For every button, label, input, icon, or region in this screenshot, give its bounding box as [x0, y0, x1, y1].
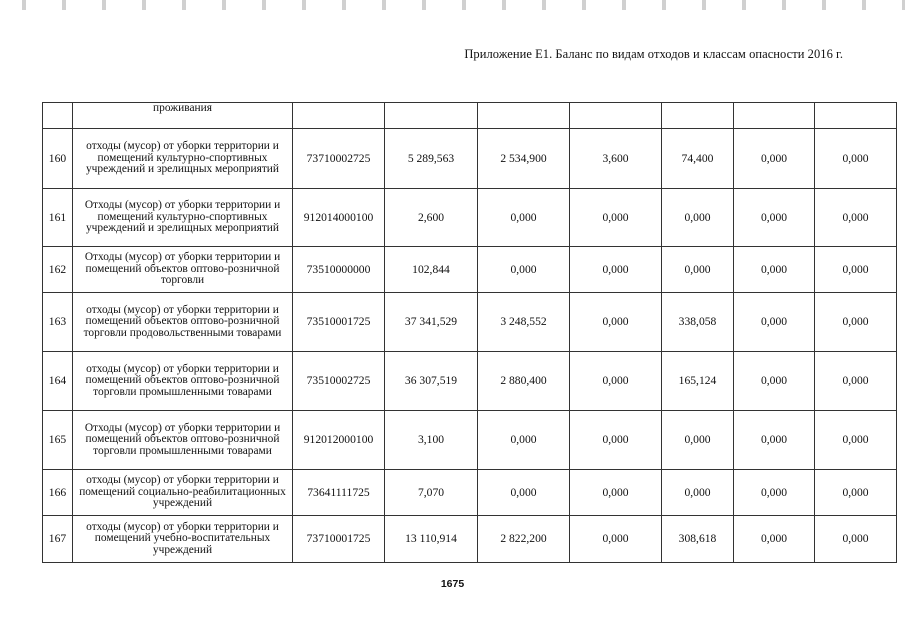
quantity-col2-cell: 0,000	[478, 189, 570, 247]
table-row	[43, 293, 897, 352]
quantity-col3-cell: 0,000	[570, 516, 662, 563]
quantity-col6-cell: 0,000	[815, 189, 897, 247]
value-cell	[478, 103, 570, 129]
row-number-cell: 161	[43, 189, 73, 247]
quantity-col5-cell: 0,000	[734, 189, 815, 247]
waste-description-cell: отходы (мусор) от уборки территории и помещений социально-реабилитационных учреждений	[73, 470, 293, 516]
waste-description-cell: отходы (мусор) от уборки территории и помещений культурно-спортивных учреждений и зрелищных мероприятий	[73, 129, 293, 189]
page-title: Приложение Е1. Баланс по видам отходов и классам опасности 2016 г.	[464, 47, 843, 61]
row-number-cell	[43, 103, 73, 129]
quantity-col3-cell: 3,600	[570, 129, 662, 189]
quantity-col1-cell: 7,070	[385, 470, 478, 516]
page-number: 1675	[440, 578, 465, 590]
row-number-cell: 160	[43, 129, 73, 189]
quantity-col6-cell: 0,000	[815, 411, 897, 470]
quantity-col2-cell: 3 248,552	[478, 293, 570, 352]
quantity-col1-cell: 36 307,519	[385, 352, 478, 411]
quantity-col4-cell: 0,000	[662, 411, 734, 470]
quantity-col6-cell: 0,000	[815, 470, 897, 516]
quantity-col3-cell: 0,000	[570, 293, 662, 352]
quantity-col6-cell: 0,000	[815, 129, 897, 189]
code-cell: 73510001725	[293, 293, 385, 352]
quantity-col5-cell: 0,000	[734, 470, 815, 516]
quantity-col5-cell: 0,000	[734, 247, 815, 293]
code-cell: 912014000100	[293, 189, 385, 247]
scan-top-edge	[0, 0, 905, 10]
quantity-col2-cell: 2 822,200	[478, 516, 570, 563]
quantity-col6-cell: 0,000	[815, 516, 897, 563]
waste-description-cell: Отходы (мусор) от уборки территории и помещений объектов оптово-розничной торговли	[73, 247, 293, 293]
quantity-col3-cell: 0,000	[570, 352, 662, 411]
value-cell	[662, 103, 734, 129]
quantity-col4-cell: 0,000	[662, 189, 734, 247]
quantity-col5-cell: 0,000	[734, 516, 815, 563]
waste-description-cell: Отходы (мусор) от уборки территории и помещений объектов оптово-розничной торговли промышленными товарами	[73, 411, 293, 470]
quantity-col3-cell: 0,000	[570, 411, 662, 470]
code-cell: 73710001725	[293, 516, 385, 563]
quantity-col6-cell: 0,000	[815, 247, 897, 293]
table-row	[43, 129, 897, 189]
quantity-col5-cell: 0,000	[734, 411, 815, 470]
code-cell	[293, 103, 385, 129]
row-number-cell: 164	[43, 352, 73, 411]
table-row	[43, 516, 897, 563]
table-row	[43, 411, 897, 470]
table-row	[43, 189, 897, 247]
quantity-col2-cell: 0,000	[478, 411, 570, 470]
code-cell: 73510002725	[293, 352, 385, 411]
quantity-col6-cell: 0,000	[815, 293, 897, 352]
row-number-cell: 166	[43, 470, 73, 516]
quantity-col4-cell: 165,124	[662, 352, 734, 411]
code-cell: 912012000100	[293, 411, 385, 470]
code-cell: 73641111725	[293, 470, 385, 516]
quantity-col1-cell: 2,600	[385, 189, 478, 247]
quantity-col1-cell: 3,100	[385, 411, 478, 470]
quantity-col4-cell: 308,618	[662, 516, 734, 563]
quantity-col6-cell: 0,000	[815, 352, 897, 411]
row-number-cell: 165	[43, 411, 73, 470]
quantity-col4-cell: 338,058	[662, 293, 734, 352]
quantity-col3-cell: 0,000	[570, 189, 662, 247]
code-cell: 73710002725	[293, 129, 385, 189]
waste-description-cell: проживания	[73, 103, 293, 129]
quantity-col5-cell: 0,000	[734, 129, 815, 189]
waste-description-cell: отходы (мусор) от уборки территории и помещений объектов оптово-розничной торговли промышленными товарами	[73, 352, 293, 411]
quantity-col2-cell: 2 534,900	[478, 129, 570, 189]
code-cell: 73510000000	[293, 247, 385, 293]
row-number-cell: 162	[43, 247, 73, 293]
row-number-cell: 163	[43, 293, 73, 352]
quantity-col4-cell: 0,000	[662, 247, 734, 293]
waste-description-cell: отходы (мусор) от уборки территории и помещений учебно-воспитательных учреждений	[73, 516, 293, 563]
quantity-col5-cell: 0,000	[734, 293, 815, 352]
table-row	[43, 470, 897, 516]
value-cell	[385, 103, 478, 129]
waste-balance-table	[42, 102, 897, 563]
value-cell	[570, 103, 662, 129]
quantity-col2-cell: 2 880,400	[478, 352, 570, 411]
quantity-col1-cell: 37 341,529	[385, 293, 478, 352]
table-row-continuation	[43, 103, 897, 129]
waste-description-cell: отходы (мусор) от уборки территории и помещений объектов оптово-розничной торговли продовольственными товарами	[73, 293, 293, 352]
quantity-col2-cell: 0,000	[478, 247, 570, 293]
table-row	[43, 352, 897, 411]
quantity-col4-cell: 0,000	[662, 470, 734, 516]
value-cell	[815, 103, 897, 129]
table-row	[43, 247, 897, 293]
quantity-col5-cell: 0,000	[734, 352, 815, 411]
quantity-col1-cell: 5 289,563	[385, 129, 478, 189]
quantity-col2-cell: 0,000	[478, 470, 570, 516]
value-cell	[734, 103, 815, 129]
quantity-col4-cell: 74,400	[662, 129, 734, 189]
quantity-col3-cell: 0,000	[570, 247, 662, 293]
waste-description-cell: Отходы (мусор) от уборки территории и помещений культурно-спортивных учреждений и зрелищных мероприятий	[73, 189, 293, 247]
row-number-cell: 167	[43, 516, 73, 563]
quantity-col1-cell: 102,844	[385, 247, 478, 293]
quantity-col3-cell: 0,000	[570, 470, 662, 516]
quantity-col1-cell: 13 110,914	[385, 516, 478, 563]
